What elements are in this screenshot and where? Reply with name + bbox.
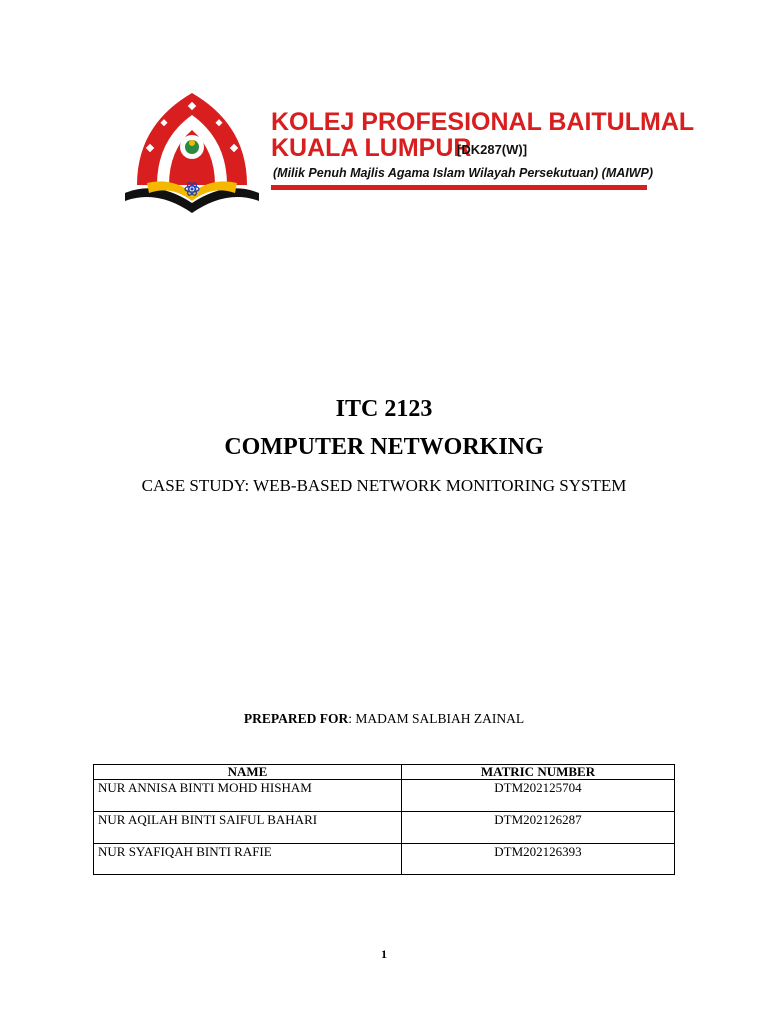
member-matric: DTM202126393: [402, 844, 675, 875]
member-name: NUR ANNISA BINTI MOHD HISHAM: [94, 780, 402, 812]
member-name: NUR AQILAH BINTI SAIFUL BAHARI: [94, 812, 402, 844]
case-study-title: CASE STUDY: WEB-BASED NETWORK MONITORING SYSTEM: [141, 476, 627, 495]
prepared-for-label: PREPARED FOR: [243, 711, 349, 726]
institution-name-line1: KOLEJ PROFESIONAL BAITULMAL: [271, 108, 695, 136]
name-column-header: NAME: [94, 765, 402, 780]
member-matric: DTM202126287: [402, 812, 675, 844]
member-name: NUR SYAFIQAH BINTI RAFIE: [94, 844, 402, 875]
members-table: [93, 764, 675, 875]
college-logo-emblem: [117, 85, 267, 225]
prepared-for-line: [0, 711, 768, 727]
table-row: [94, 780, 675, 812]
matric-column-header: MATRIC NUMBER: [402, 765, 675, 780]
institution-code: [DK287(W)]: [457, 142, 528, 157]
page-number: 1: [381, 947, 387, 961]
member-matric: DTM202125704: [402, 780, 675, 812]
table-header-row: [94, 765, 675, 780]
header-red-rule: [271, 185, 647, 190]
table-row: [94, 844, 675, 875]
course-title: COMPUTER NETWORKING: [224, 434, 544, 460]
course-code: ITC 2123: [335, 396, 433, 422]
prepared-for-name: MADAM SALBIAH ZAINAL: [355, 711, 525, 726]
table-row: [94, 812, 675, 844]
institution-name-line2: KUALA LUMPUR: [271, 134, 472, 162]
prepared-for-separator: :: [348, 711, 352, 726]
institution-owner: (Milik Penuh Majlis Agama Islam Wilayah Persekutuan) (MAIWP): [273, 166, 654, 180]
